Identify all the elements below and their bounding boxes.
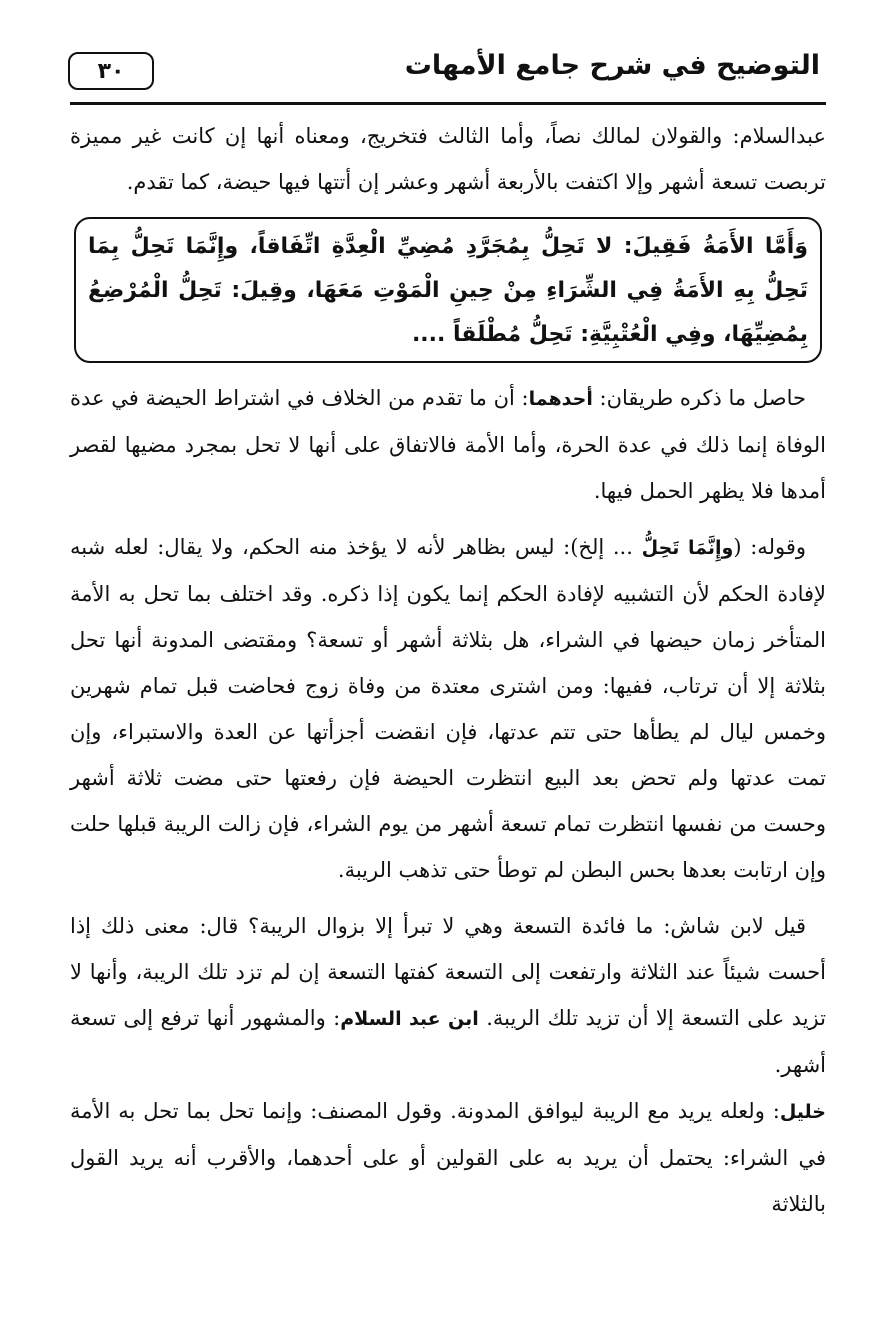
sharh-1-lead: حاصل ما ذكره طريقان: [592, 386, 806, 410]
sharh-3-term: ابن عبد السلام [340, 1008, 479, 1030]
sharh-2-lead: وقوله: ( [733, 535, 806, 559]
sharh-paragraph-1 [70, 375, 826, 514]
sharh-paragraph-4 [70, 1088, 826, 1227]
matn-box [74, 217, 822, 363]
page-header [70, 48, 826, 105]
sharh-1-rest: : أن ما تقدم من الخلاف في اشتراط الحيضة في عدة الوفاة إنما ذلك في عدة الحرة، وأما الأمة فالاتفاق على أنها لا تحل بمجرد مضيها لقصر أمدها فلا يظهر الحمل فيها. [70, 386, 826, 503]
matn-text: وَأَمَّا الأَمَةُ فَقِيلَ: لا تَحِلُّ بِمُجَرَّدِ مُضِيِّ الْعِدَّةِ اتِّفَاقاً، وإِنَّمَا تَحِلُّ بِمَا تَحِلُّ بِهِ الأَمَةُ فِي الشِّرَاءِ مِنْ حِينِ الْمَوْتِ مَعَهَا، وقِيلَ: تَحِلُّ الْمُرْضِعُ بِمُضِيِّهَا، وفِي الْعُتْبِيَّةِ: تَحِلُّ مُطْلَقاً .... [88, 234, 808, 347]
intro-paragraph: عبدالسلام: والقولان لمالك نصاً، وأما الثالث فتخريج، ومعناه أنها إن كانت غير مميزة تربصت تسعة أشهر وإلا اكتفت بالأربعة أشهر وعشر إن أتتها فيها حيضة، كما تقدم. [70, 124, 826, 194]
sharh-3-lead: قيل لابن شاش: ما فائدة التسعة وهي لا تبرأ إلا بزوال الريبة؟ قال: معنى ذلك إذا أحست شيئاً عند الثلاثة وارتفعت إلى التسعة كفتها التسعة إن لم تزد تلك الريبة، وأنها لا تزيد على التسعة إلا أن تزيد تلك الريبة. [70, 914, 826, 1030]
sharh-paragraph-3 [70, 903, 826, 1088]
book-page [70, 48, 826, 1227]
sharh-1-term: أحدهما [528, 388, 593, 410]
sharh-4-rest: : ولعله يريد مع الريبة ليوافق المدونة. وقول المصنف: وإنما تحل بما تحل به الأمة في الشراء: يحتمل أن يريد به على القولين أو على أحدهما، والأقرب أنه يريد القول بالثلاثة [70, 1099, 826, 1216]
sharh-2-term: وإِنَّمَا تَحِلُّ [641, 537, 734, 559]
page-number-box [68, 52, 154, 90]
sharh-paragraph-2 [70, 524, 826, 893]
page-number: ٣٠ [97, 58, 125, 84]
sharh-4-term: خليل [779, 1101, 826, 1123]
sharh-3-rest: : والمشهور أنها ترفع إلى تسعة أشهر. [70, 1006, 826, 1077]
running-title: التوضيح في شرح جامع الأمهات [404, 50, 820, 81]
sharh-2-rest: ... إلخ): ليس بظاهر لأنه لا يؤخذ منه الحكم، ولا يقال: لعله شبه لإفادة الحكم لأن التشبيه لإفادة الحكم إنما يكون إذا ذكره. وقد اختلف بما تحل به الأمة المتأخر زمان حيضها في الشراء، هل بثلاثة أشهر أو تسعة؟ ومقتضى المدونة أنها تحل بثلاثة إلا أن ترتاب، ففيها: ومن اشترى معتدة من وفاة زوج فحاضت قبل تمام شهرين وخمس ليال لم يطأها حتى تتم عدتها، فإن انقضت أجزأتها عن العدة والاستبراء، وإن تمت عدتها ولم تحض بعد البيع انتظرت الحيضة فإن رفعتها حتى مضت ثلاثة أشهر وحست من نفسها انتظرت تمام تسعة أشهر من يوم الشراء، فإن زالت الريبة قبلها حلت وإن ارتابت بعدها بحس البطن لم توطأ حتى تذهب الريبة. [70, 535, 826, 882]
